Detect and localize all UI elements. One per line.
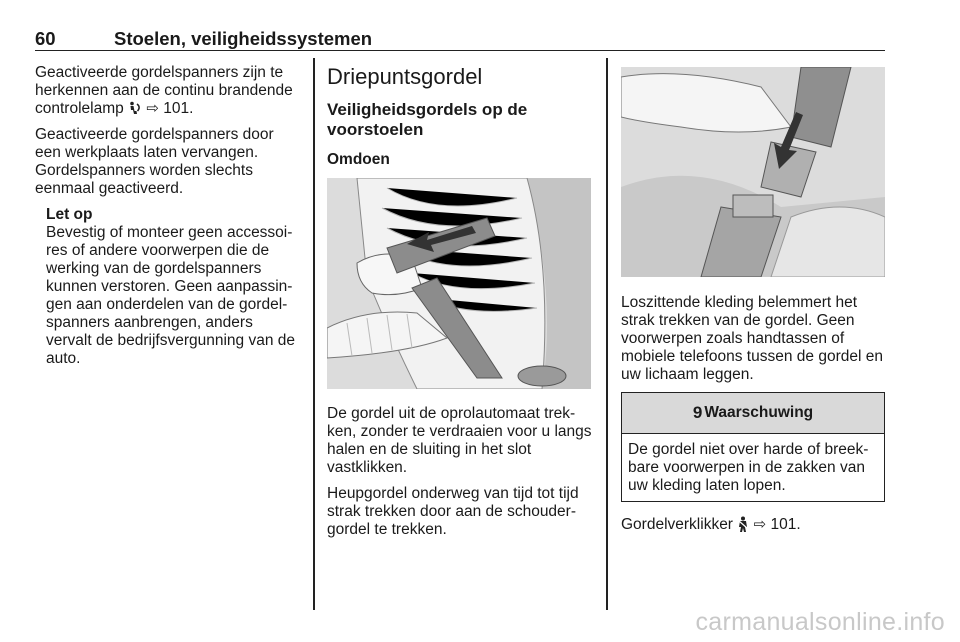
warning-box bbox=[621, 392, 885, 502]
warning-title: Waarschuwing bbox=[704, 404, 814, 421]
loose-clothing-paragraph: Loszittende kleding belemmert het strak trekken van de gordel. Geen voorwerpen zoals handtassen of mobiele telefoons tussen de gordel en uw lichaam leggen. bbox=[621, 294, 883, 383]
reminder-paragraph: Gordelverklikker ⇨ 101. bbox=[621, 516, 801, 533]
page-number: 60 bbox=[35, 28, 56, 49]
note-text: Bevestig of monteer geen accessoires of andere voorwerpen die de werking van de gordelspanners kunnen verstoren. Geen aanpassingen aan onderdelen van de gordelspanners aanbrengen, anders vervalt de bedrijfsvergunning van de auto. bbox=[46, 224, 296, 367]
column-divider-2 bbox=[606, 58, 608, 610]
airbag-warning-icon bbox=[128, 100, 142, 117]
seatbelt-buckle-illustration-icon bbox=[621, 67, 885, 277]
subsection-title: Veiligheidsgordels op de voorstoelen bbox=[327, 100, 528, 139]
left-column bbox=[35, 64, 302, 368]
note-block bbox=[35, 206, 302, 368]
column-divider-1 bbox=[313, 58, 315, 610]
middle-column bbox=[327, 64, 593, 547]
page-title: Stoelen, veiligheidssystemen bbox=[114, 28, 373, 49]
page-ref-link[interactable]: 101. bbox=[770, 516, 801, 533]
page-ref-arrow-icon: ⇨ bbox=[753, 516, 767, 533]
seatbelt-reminder-icon bbox=[737, 516, 749, 533]
page-ref-link[interactable]: 101. bbox=[163, 100, 194, 117]
replacement-paragraph: Geactiveerde gordelspanners door een werkplaats laten vervangen. Gordelspanners worden slechts eenmaal geactiveerd. bbox=[35, 126, 274, 197]
warning-triangle-icon: 9 bbox=[692, 403, 703, 422]
warning-text: De gordel niet over harde of breekbare voorwerpen in de zakken van uw kleding laten lopen. bbox=[628, 441, 869, 494]
page-header bbox=[35, 28, 885, 51]
right-column bbox=[621, 64, 885, 542]
section-title: Driepuntsgordel bbox=[327, 64, 483, 89]
page-ref-arrow-icon: ⇨ bbox=[146, 100, 159, 117]
fastening-paragraph: De gordel uit de oprolautomaat trekken, zonder te verdraaien voor u langs halen en de sluiting in het slot vastklikken. bbox=[327, 405, 592, 476]
belt-tensioner-paragraph: Geactiveerde gordelspanners zijn te herkennen aan de continu brandende controlelamp ⇨ 101. bbox=[35, 64, 293, 117]
tightening-paragraph: Heupgordel onderweg van tijd tot tijd strak trekken door aan de schoudergordel te trekken. bbox=[327, 485, 579, 538]
seatbelt-fastening-illustration-icon bbox=[327, 178, 593, 389]
warning-header bbox=[622, 393, 884, 434]
subsub-title: Omdoen bbox=[327, 151, 390, 168]
watermark: carmanualsonline.info bbox=[695, 608, 945, 636]
note-heading: Let op bbox=[46, 206, 93, 223]
